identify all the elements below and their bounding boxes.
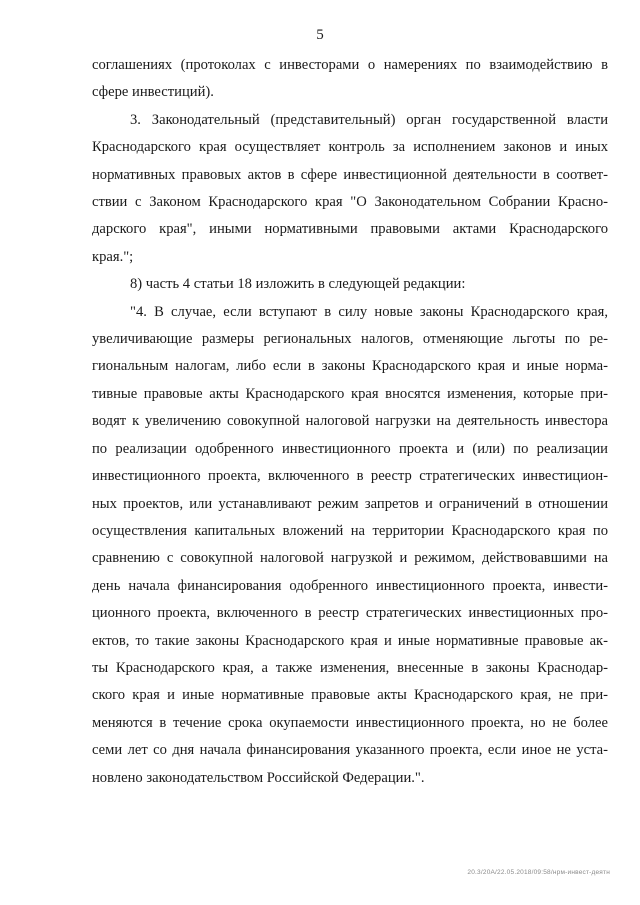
text-line: меняются в течение срока окупаемости инвестиционного проекта, но не более xyxy=(92,714,608,731)
text-line: 3. Законодательный (представительный) орган государственной власти xyxy=(130,111,608,128)
text-line: ствии с Законом Краснодарского края "О Законодательном Собрании Красно- xyxy=(92,194,608,211)
text-line: водят к увеличению совокупной налоговой нагрузки на деятельность инвестора xyxy=(92,413,608,430)
text-line: сравнению с совокупной налоговой нагрузкой и режимом, действовавшими на xyxy=(92,550,608,567)
paragraph xyxy=(92,107,608,271)
text-line: ты Краснодарского края, а также изменения, внесенные в законы Краснодар- xyxy=(92,659,608,676)
text-line: сфере инвестиций). xyxy=(92,84,214,101)
document-footer-code: 20.3/20А/22.05.2018/09:58/нрм-инвест-деятн xyxy=(467,869,610,876)
text-line: 8) часть 4 статьи 18 изложить в следующей редакции: xyxy=(130,276,466,293)
text-line: нормативных правовых актов в сфере инвестиционной деятельности в соответ- xyxy=(92,166,608,183)
text-line: "4. В случае, если вступают в силу новые законы Краснодарского края, xyxy=(130,303,608,320)
text-line: ского края и иные нормативные правовые акты Краснодарского края, не при- xyxy=(92,687,608,704)
text-line: ектов, то такие законы Краснодарского края и иные нормативные правовые ак- xyxy=(92,632,608,649)
text-line: края."; xyxy=(92,248,134,265)
text-line: гиональным налогам, либо если в законы Краснодарского края и иные норма- xyxy=(92,358,608,375)
page-number: 5 xyxy=(316,27,324,43)
text-line: ных проектов, или устанавливают режим запретов и ограничений в отношении xyxy=(92,495,608,512)
text-line: Краснодарского края осуществляет контроль за исполнением законов и иных xyxy=(92,139,608,156)
text-line: семи лет со дня начала финансирования указанного проекта, если иное не уста- xyxy=(92,742,608,759)
text-line: осуществления капитальных вложений на территории Краснодарского края по xyxy=(92,522,608,539)
paragraph xyxy=(92,52,608,107)
text-line: дарского края", иными нормативными правовыми актами Краснодарского xyxy=(92,221,608,238)
document-body xyxy=(92,52,608,792)
text-line: увеличивающие размеры региональных налогов, отменяющие льготы по ре- xyxy=(92,331,608,348)
text-line: по реализации одобренного инвестиционного проекта и (или) по реализации xyxy=(92,440,608,457)
text-line: соглашениях (протоколах с инвесторами о намерениях по взаимодействию в xyxy=(92,57,608,73)
text-line: день начала финансирования одобренного инвестиционного проекта, инвести- xyxy=(92,577,608,594)
text-line: ционного проекта, включенного в реестр стратегических инвестиционных про- xyxy=(92,605,608,622)
paragraph xyxy=(92,271,608,298)
paragraph xyxy=(92,299,608,792)
text-line: новлено законодательством Российской Федерации.". xyxy=(92,769,425,786)
text-line: тивные правовые акты Краснодарского края вносятся изменения, которые при- xyxy=(92,385,608,402)
text-line: инвестиционного проекта, включенного в реестр стратегических инвестицион- xyxy=(92,468,608,485)
